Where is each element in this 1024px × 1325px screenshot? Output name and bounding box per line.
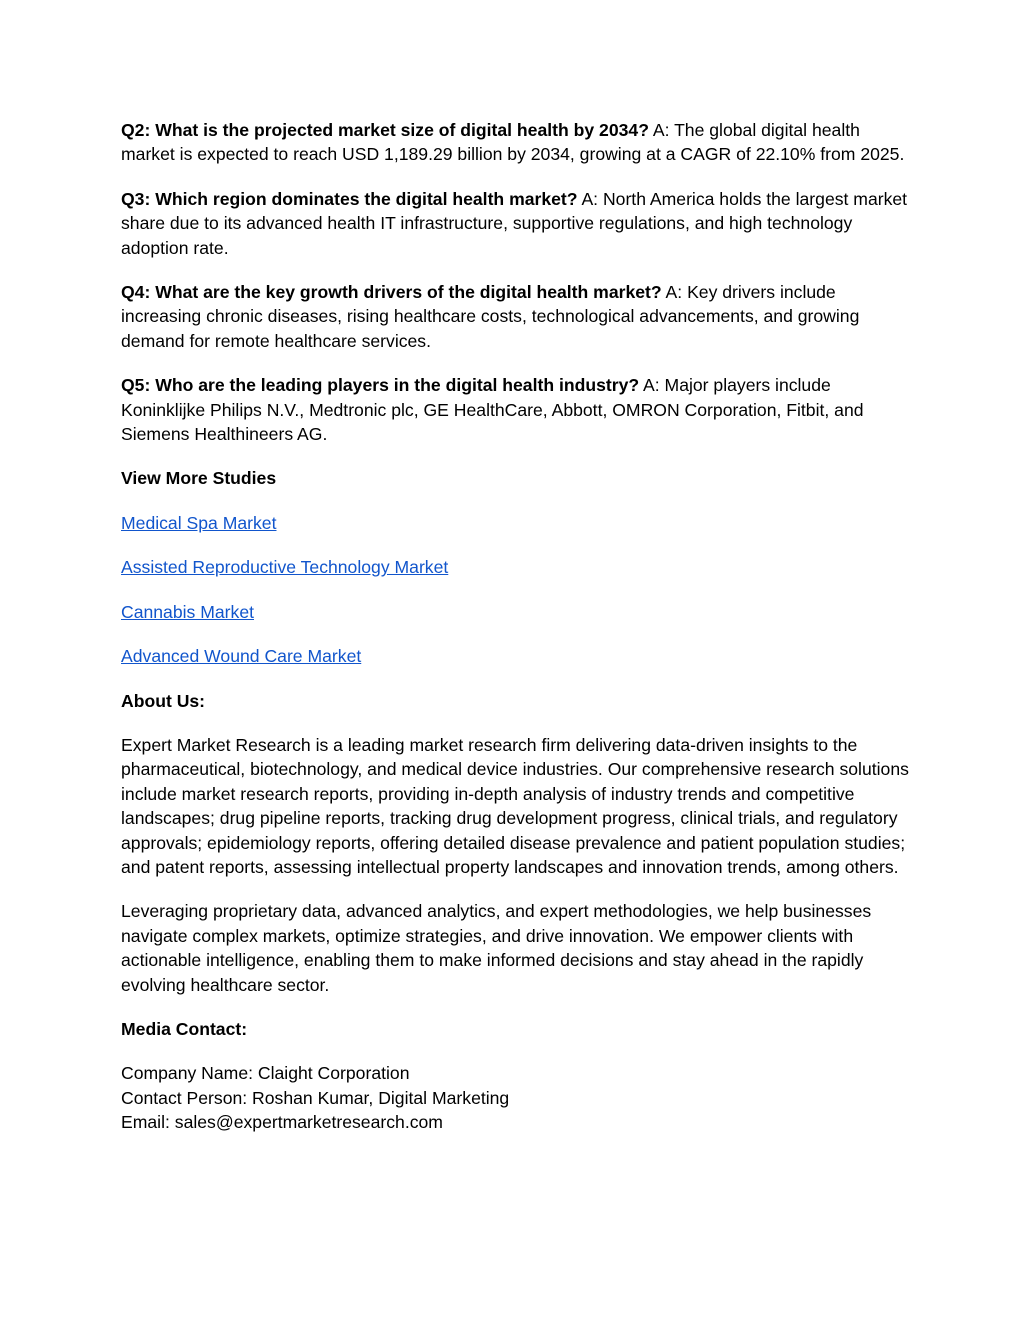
contact-person: Contact Person: Roshan Kumar, Digital Marketing xyxy=(121,1087,510,1108)
study-link-item xyxy=(121,511,911,535)
faq-answer: A: The global digital health market is expected to reach USD 1,189.29 billion by 2034, growing at a CAGR of 22.10% from 2025. xyxy=(121,120,905,165)
studies-heading xyxy=(121,466,911,490)
document-page xyxy=(121,118,911,1155)
faq-answer: A: Key drivers include increasing chronic diseases, rising healthcare costs, technological advancements, and growing demand for remote healthcare services. xyxy=(121,282,860,351)
faq-question: Q3: Which region dominates the digital health market? xyxy=(121,188,578,209)
faq-answer: A: North America holds the largest market share due to its advanced health IT infrastructure, supportive regulations, and high technology adoption rate. xyxy=(121,188,908,258)
faq-item-q3 xyxy=(121,187,911,260)
study-link-item xyxy=(121,555,911,579)
study-link-medical-spa[interactable]: Medical Spa Market xyxy=(121,512,277,533)
contact-details xyxy=(121,1061,911,1134)
study-link-item xyxy=(121,644,911,668)
study-link-assisted-reproductive-technology[interactable]: Assisted Reproductive Technology Market xyxy=(121,557,449,578)
faq-item-q5 xyxy=(121,373,911,446)
studies-heading-text: View More Studies xyxy=(121,468,277,489)
faq-question: Q5: Who are the leading players in the digital health industry? xyxy=(121,375,640,396)
contact-heading xyxy=(121,1017,911,1041)
about-heading-text: About Us: xyxy=(121,690,206,711)
faq-question: Q4: What are the key growth drivers of the digital health market? xyxy=(121,282,662,303)
faq-question: Q2: What is the projected market size of digital health by 2034? xyxy=(121,120,649,140)
contact-email: Email: sales@expertmarketresearch.com xyxy=(121,1112,443,1133)
contact-heading-text: Media Contact: xyxy=(121,1018,248,1039)
contact-company: Company Name: Claight Corporation xyxy=(121,1063,410,1084)
about-paragraph-2: Leveraging proprietary data, advanced analytics, and expert methodologies, we help businesses navigate complex markets, optimize strategies, and drive innovation. We empower clients with actionable intelligence, enabling them to make informed decisions and stay ahead in the rapidly evolving healthcare sector. xyxy=(121,901,872,995)
faq-item-q4 xyxy=(121,280,911,353)
study-link-item xyxy=(121,600,911,624)
study-link-cannabis[interactable]: Cannabis Market xyxy=(121,601,254,622)
study-link-advanced-wound-care[interactable]: Advanced Wound Care Market xyxy=(121,646,362,667)
faq-item-q2 xyxy=(121,118,911,167)
faq-answer: A: Major players include Koninklijke Philips N.V., Medtronic plc, GE HealthCare, Abbott, OMRON Corporation, Fitbit, and Siemens Healthineers AG. xyxy=(121,375,864,445)
about-heading xyxy=(121,689,911,713)
about-paragraph-1: Expert Market Research is a leading market research firm delivering data-driven insights to the pharmaceutical, biotechnology, and medical device industries. Our comprehensive research solutions include market research reports, providing in-depth analysis of industry trends and competitive landscapes; drug pipeline reports, tracking drug development progress, clinical trials, and regulatory approvals; epidemiology reports, offering detailed disease prevalence and patient population studies; and patent reports, assessing intellectual property landscapes and innovation trends, among others. xyxy=(121,734,909,877)
